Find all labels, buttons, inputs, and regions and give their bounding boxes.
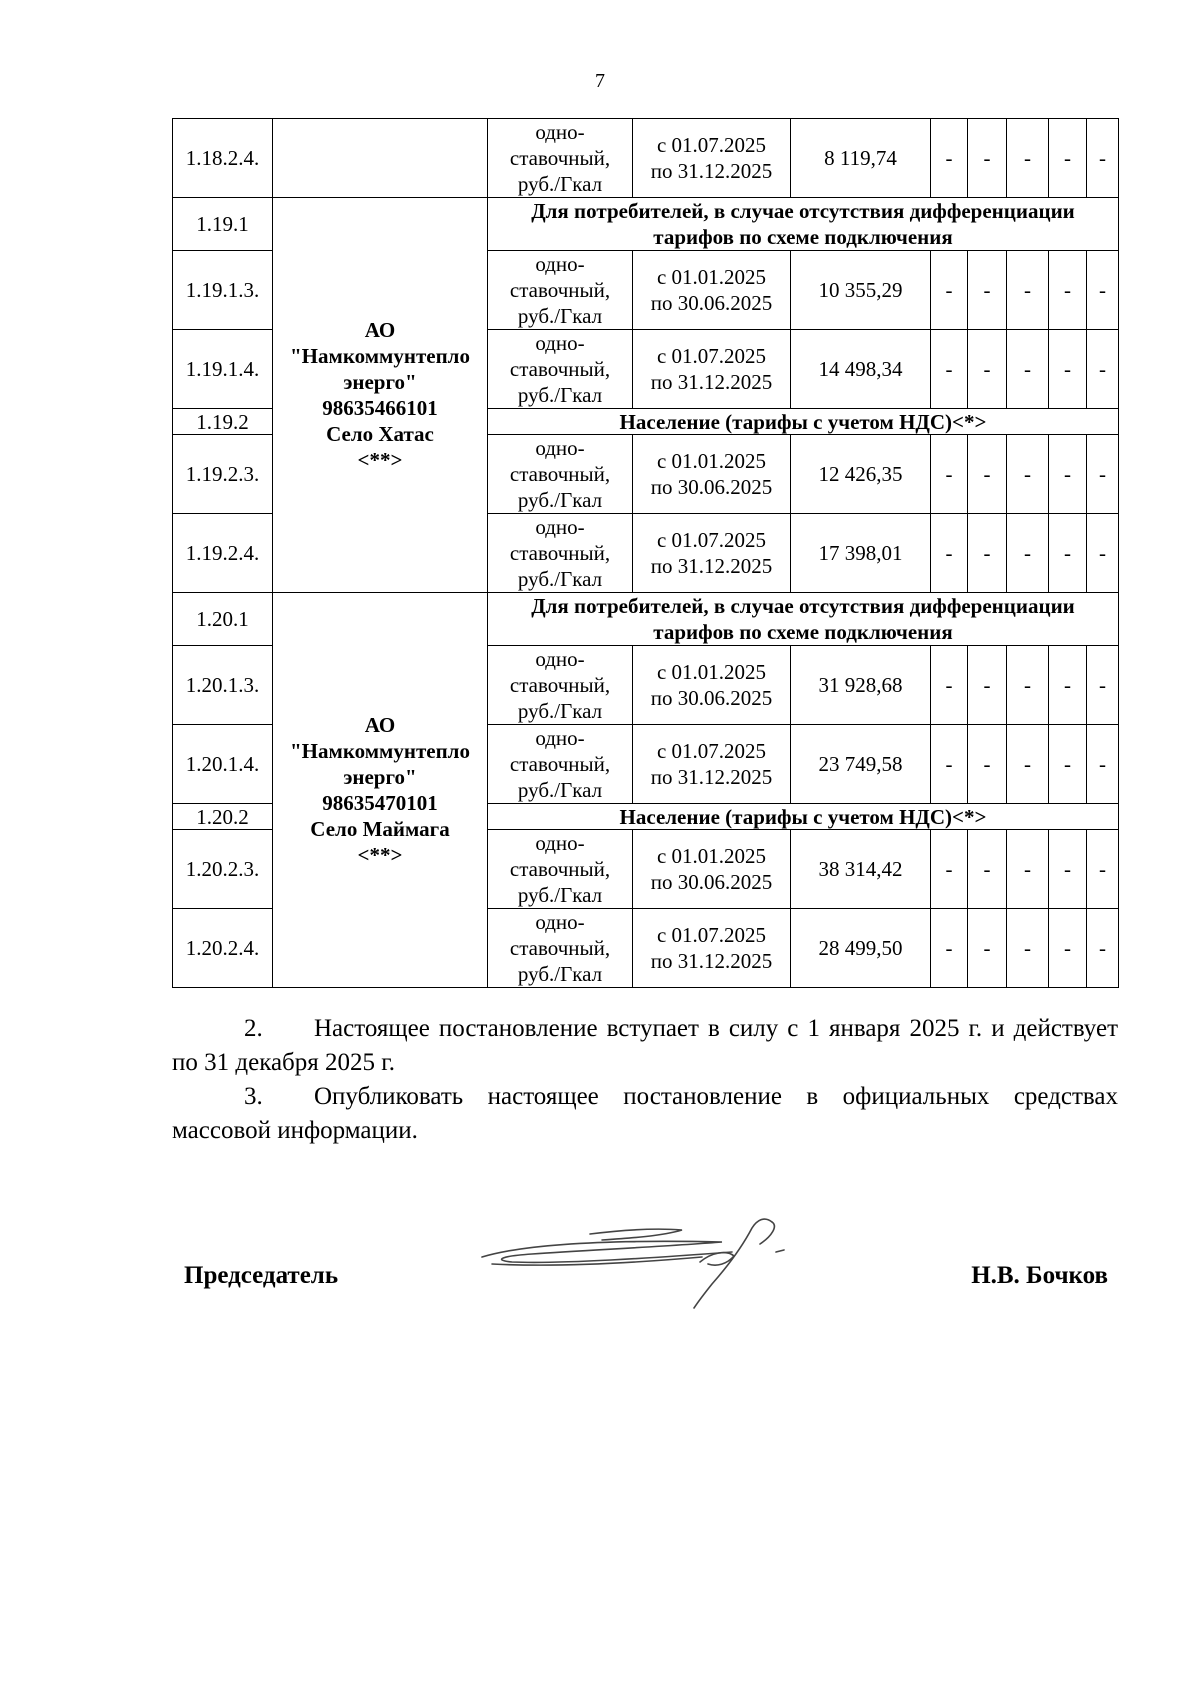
tariff-period: с 01.01.2025 по 30.06.2025 (633, 830, 791, 909)
tariff-value: 23 749,58 (791, 725, 931, 804)
dash-cell: - (1049, 830, 1087, 909)
dash-cell: - (1007, 435, 1049, 514)
dash-cell: - (968, 119, 1007, 198)
dash-cell: - (1007, 830, 1049, 909)
section-header: Для потребителей, в случае отсутствия дифференциации тарифов по схеме подключения (488, 198, 1119, 251)
row-code: 1.19.1 (173, 198, 273, 251)
tariff-type: одно- ставочный, руб./Гкал (488, 435, 633, 514)
clause-text: Настоящее постановление вступает в силу с 1 января 2025 г. и действует по 31 декабря 2025 г. (172, 1015, 1118, 1076)
dash-cell: - (931, 330, 968, 409)
dash-cell: - (1087, 435, 1119, 514)
dash-cell: - (931, 119, 968, 198)
table-row (173, 198, 1119, 251)
dash-cell: - (1049, 119, 1087, 198)
tariff-type: одно- ставочный, руб./Гкал (488, 646, 633, 725)
dash-cell: - (1087, 909, 1119, 988)
row-code: 1.20.1.4. (173, 725, 273, 804)
dash-cell: - (968, 830, 1007, 909)
dash-cell: - (1049, 909, 1087, 988)
dash-cell: - (1007, 909, 1049, 988)
tariff-type: одно- ставочный, руб./Гкал (488, 330, 633, 409)
tariff-period: с 01.07.2025 по 31.12.2025 (633, 330, 791, 409)
section-header: Население (тарифы с учетом НДС)<*> (488, 409, 1119, 435)
clause-2 (172, 1012, 1118, 1080)
tariff-value: 10 355,29 (791, 251, 931, 330)
clause-number: 3. (244, 1083, 263, 1110)
dash-cell: - (1007, 251, 1049, 330)
clause-text: Опубликовать настоящее постановление в официальных средствах массовой информации. (172, 1083, 1118, 1144)
tariff-type: одно- ставочный, руб./Гкал (488, 725, 633, 804)
signatory-title: Председатель (184, 1262, 339, 1289)
resolution-clauses (172, 1012, 1118, 1148)
tariff-type: одно- ставочный, руб./Гкал (488, 909, 633, 988)
dash-cell: - (931, 435, 968, 514)
tariff-value: 31 928,68 (791, 646, 931, 725)
tariff-period: с 01.07.2025 по 31.12.2025 (633, 119, 791, 198)
tariff-value: 14 498,34 (791, 330, 931, 409)
dash-cell: - (968, 909, 1007, 988)
dash-cell: - (1087, 119, 1119, 198)
dash-cell: - (968, 251, 1007, 330)
tariff-period: с 01.01.2025 по 30.06.2025 (633, 251, 791, 330)
section-header: Для потребителей, в случае отсутствия дифференциации тарифов по схеме подключения (488, 593, 1119, 646)
dash-cell: - (968, 330, 1007, 409)
row-code: 1.20.1.3. (173, 646, 273, 725)
row-code: 1.20.2.3. (173, 830, 273, 909)
clause-number: 2. (244, 1015, 263, 1042)
dash-cell: - (1049, 646, 1087, 725)
dash-cell: - (931, 830, 968, 909)
tariff-value: 17 398,01 (791, 514, 931, 593)
dash-cell: - (968, 725, 1007, 804)
row-code: 1.19.1.4. (173, 330, 273, 409)
dash-cell: - (1087, 830, 1119, 909)
dash-cell: - (968, 514, 1007, 593)
row-code: 1.19.2 (173, 409, 273, 435)
tariff-type: одно- ставочный, руб./Гкал (488, 830, 633, 909)
tariff-period: с 01.01.2025 по 30.06.2025 (633, 435, 791, 514)
dash-cell: - (1049, 251, 1087, 330)
handwritten-signature (472, 1212, 792, 1312)
dash-cell: - (1049, 435, 1087, 514)
page-number: 7 (595, 70, 605, 92)
dash-cell: - (1007, 330, 1049, 409)
row-code: 1.19.2.3. (173, 435, 273, 514)
organization-cell: АО "Намкоммунтепло энерго" 98635470101 Село Маймага <**> (273, 593, 488, 988)
table-row (173, 593, 1119, 646)
tariff-period: с 01.01.2025 по 30.06.2025 (633, 646, 791, 725)
tariff-type: одно- ставочный, руб./Гкал (488, 251, 633, 330)
tariff-period: с 01.07.2025 по 31.12.2025 (633, 725, 791, 804)
signatory-name: Н.В. Бочков (971, 1262, 1108, 1289)
dash-cell: - (931, 514, 968, 593)
tariff-type: одно- ставочный, руб./Гкал (488, 119, 633, 198)
org-cell-empty (273, 119, 488, 198)
dash-cell: - (1087, 251, 1119, 330)
clause-3 (172, 1080, 1118, 1148)
dash-cell: - (931, 646, 968, 725)
dash-cell: - (968, 435, 1007, 514)
dash-cell: - (1007, 514, 1049, 593)
dash-cell: - (1087, 725, 1119, 804)
dash-cell: - (1007, 725, 1049, 804)
tariff-table (172, 118, 1119, 988)
dash-cell: - (1087, 330, 1119, 409)
table-row (173, 119, 1119, 198)
tariff-period: с 01.07.2025 по 31.12.2025 (633, 514, 791, 593)
dash-cell: - (1087, 646, 1119, 725)
tariff-period: с 01.07.2025 по 31.12.2025 (633, 909, 791, 988)
dash-cell: - (1087, 514, 1119, 593)
row-code: 1.20.2.4. (173, 909, 273, 988)
tariff-value: 8 119,74 (791, 119, 931, 198)
dash-cell: - (1049, 330, 1087, 409)
dash-cell: - (931, 251, 968, 330)
dash-cell: - (1049, 514, 1087, 593)
dash-cell: - (1007, 119, 1049, 198)
row-code: 1.19.2.4. (173, 514, 273, 593)
tariff-value: 28 499,50 (791, 909, 931, 988)
dash-cell: - (1007, 646, 1049, 725)
section-header: Население (тарифы с учетом НДС)<*> (488, 804, 1119, 830)
row-code: 1.18.2.4. (173, 119, 273, 198)
signature-block (172, 1212, 1118, 1332)
dash-cell: - (931, 909, 968, 988)
tariff-value: 12 426,35 (791, 435, 931, 514)
dash-cell: - (1049, 725, 1087, 804)
row-code: 1.20.2 (173, 804, 273, 830)
dash-cell: - (968, 646, 1007, 725)
row-code: 1.19.1.3. (173, 251, 273, 330)
tariff-type: одно- ставочный, руб./Гкал (488, 514, 633, 593)
dash-cell: - (931, 725, 968, 804)
tariff-value: 38 314,42 (791, 830, 931, 909)
organization-cell: АО "Намкоммунтепло энерго" 98635466101 Село Хатас <**> (273, 198, 488, 593)
row-code: 1.20.1 (173, 593, 273, 646)
